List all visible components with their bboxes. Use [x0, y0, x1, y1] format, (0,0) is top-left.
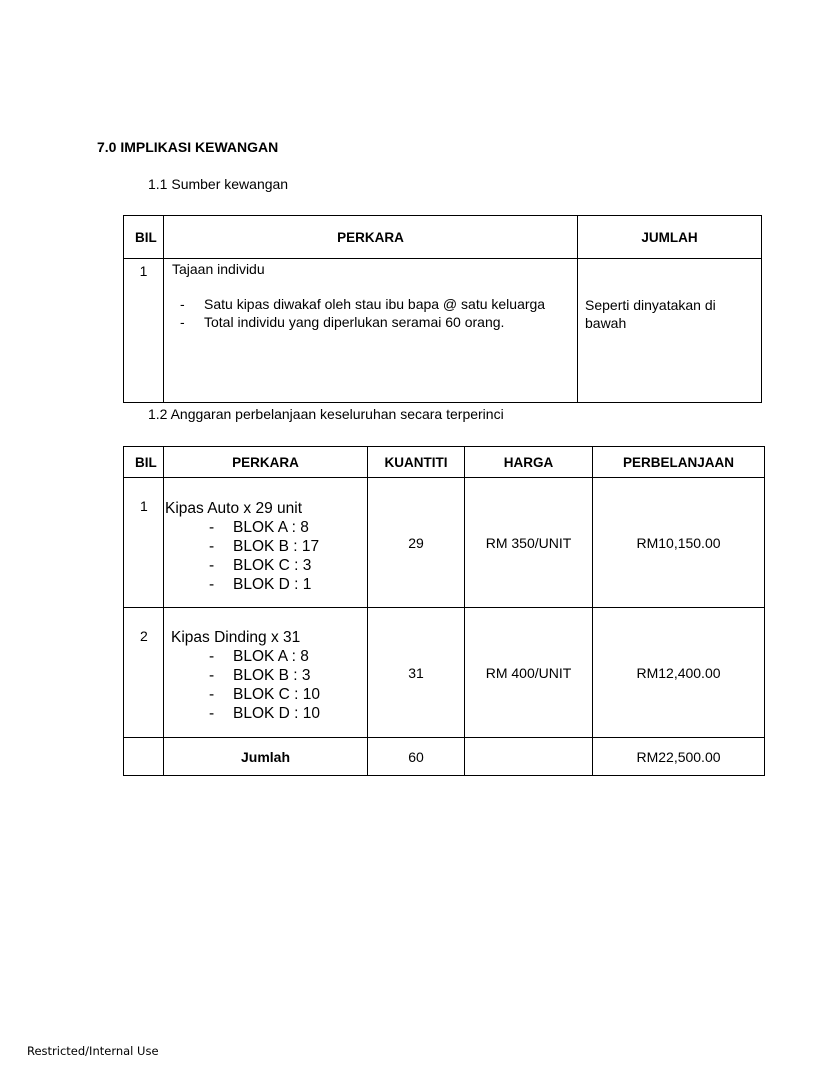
total-label: Jumlah — [164, 738, 368, 776]
item-title: Kipas Auto x 29 unit — [165, 500, 303, 517]
table-row — [124, 608, 765, 738]
header-perkara: PERKARA — [164, 447, 368, 478]
table-header-row — [124, 447, 765, 478]
expense-table — [123, 446, 765, 776]
list-item: - BLOK B : 3 — [165, 666, 367, 685]
cell-perbelanjaan: RM12,400.00 — [593, 608, 765, 738]
list-item: - BLOK B : 17 — [165, 537, 367, 556]
header-bil: BIL — [124, 216, 164, 259]
total-row — [124, 738, 765, 776]
list-item: - BLOK C : 3 — [165, 556, 367, 575]
bullet-list — [172, 295, 577, 331]
cell-bil-empty — [124, 738, 164, 776]
subsection-heading-expense-estimate: 1.2 Anggaran perbelanjaan keseluruhan secara terperinci — [148, 406, 504, 422]
table-row — [124, 259, 762, 403]
cell-harga: RM 400/UNIT — [465, 608, 593, 738]
footer-classification: Restricted/Internal Use — [27, 1044, 159, 1058]
cell-perkara — [164, 259, 578, 403]
list-item: - BLOK D : 1 — [165, 575, 367, 594]
cell-bil: 1 — [124, 259, 164, 403]
header-jumlah: JUMLAH — [578, 216, 762, 259]
cell-perkara — [164, 478, 368, 608]
list-item: - BLOK A : 8 — [165, 518, 367, 537]
cell-kuantiti: 31 — [368, 608, 465, 738]
funding-source-table — [123, 215, 762, 403]
total-perbelanjaan: RM22,500.00 — [593, 738, 765, 776]
total-kuantiti: 60 — [368, 738, 465, 776]
cell-perbelanjaan: RM10,150.00 — [593, 478, 765, 608]
item-title: Kipas Dinding x 31 — [171, 629, 301, 646]
blok-list — [165, 647, 367, 723]
cell-jumlah: Seperti dinyatakan di bawah — [578, 259, 762, 403]
cell-harga: RM 350/UNIT — [465, 478, 593, 608]
cell-bil: 2 — [124, 608, 164, 738]
header-perkara: PERKARA — [164, 216, 578, 259]
blok-list — [165, 518, 367, 594]
list-item: - Satu kipas diwakaf oleh stau ibu bapa @ satu keluarga — [172, 295, 577, 313]
cell-perkara — [164, 608, 368, 738]
subsection-heading-funding-source: 1.1 Sumber kewangan — [148, 176, 289, 192]
table-row — [124, 478, 765, 608]
header-perbelanjaan: PERBELANJAAN — [593, 447, 765, 478]
table-header-row — [124, 216, 762, 259]
header-kuantiti: KUANTITI — [368, 447, 465, 478]
list-item: - BLOK C : 10 — [165, 685, 367, 704]
list-item: - Total individu yang diperlukan seramai 60 orang. — [172, 313, 577, 331]
cell-bil: 1 — [124, 478, 164, 608]
list-item: - BLOK A : 8 — [165, 647, 367, 666]
header-harga: HARGA — [465, 447, 593, 478]
cell-harga-empty — [465, 738, 593, 776]
header-bil: BIL — [124, 447, 164, 478]
section-title: 7.0 IMPLIKASI KEWANGAN — [97, 139, 279, 155]
cell-kuantiti: 29 — [368, 478, 465, 608]
item-title: Tajaan individu — [172, 261, 265, 277]
list-item: - BLOK D : 10 — [165, 704, 367, 723]
